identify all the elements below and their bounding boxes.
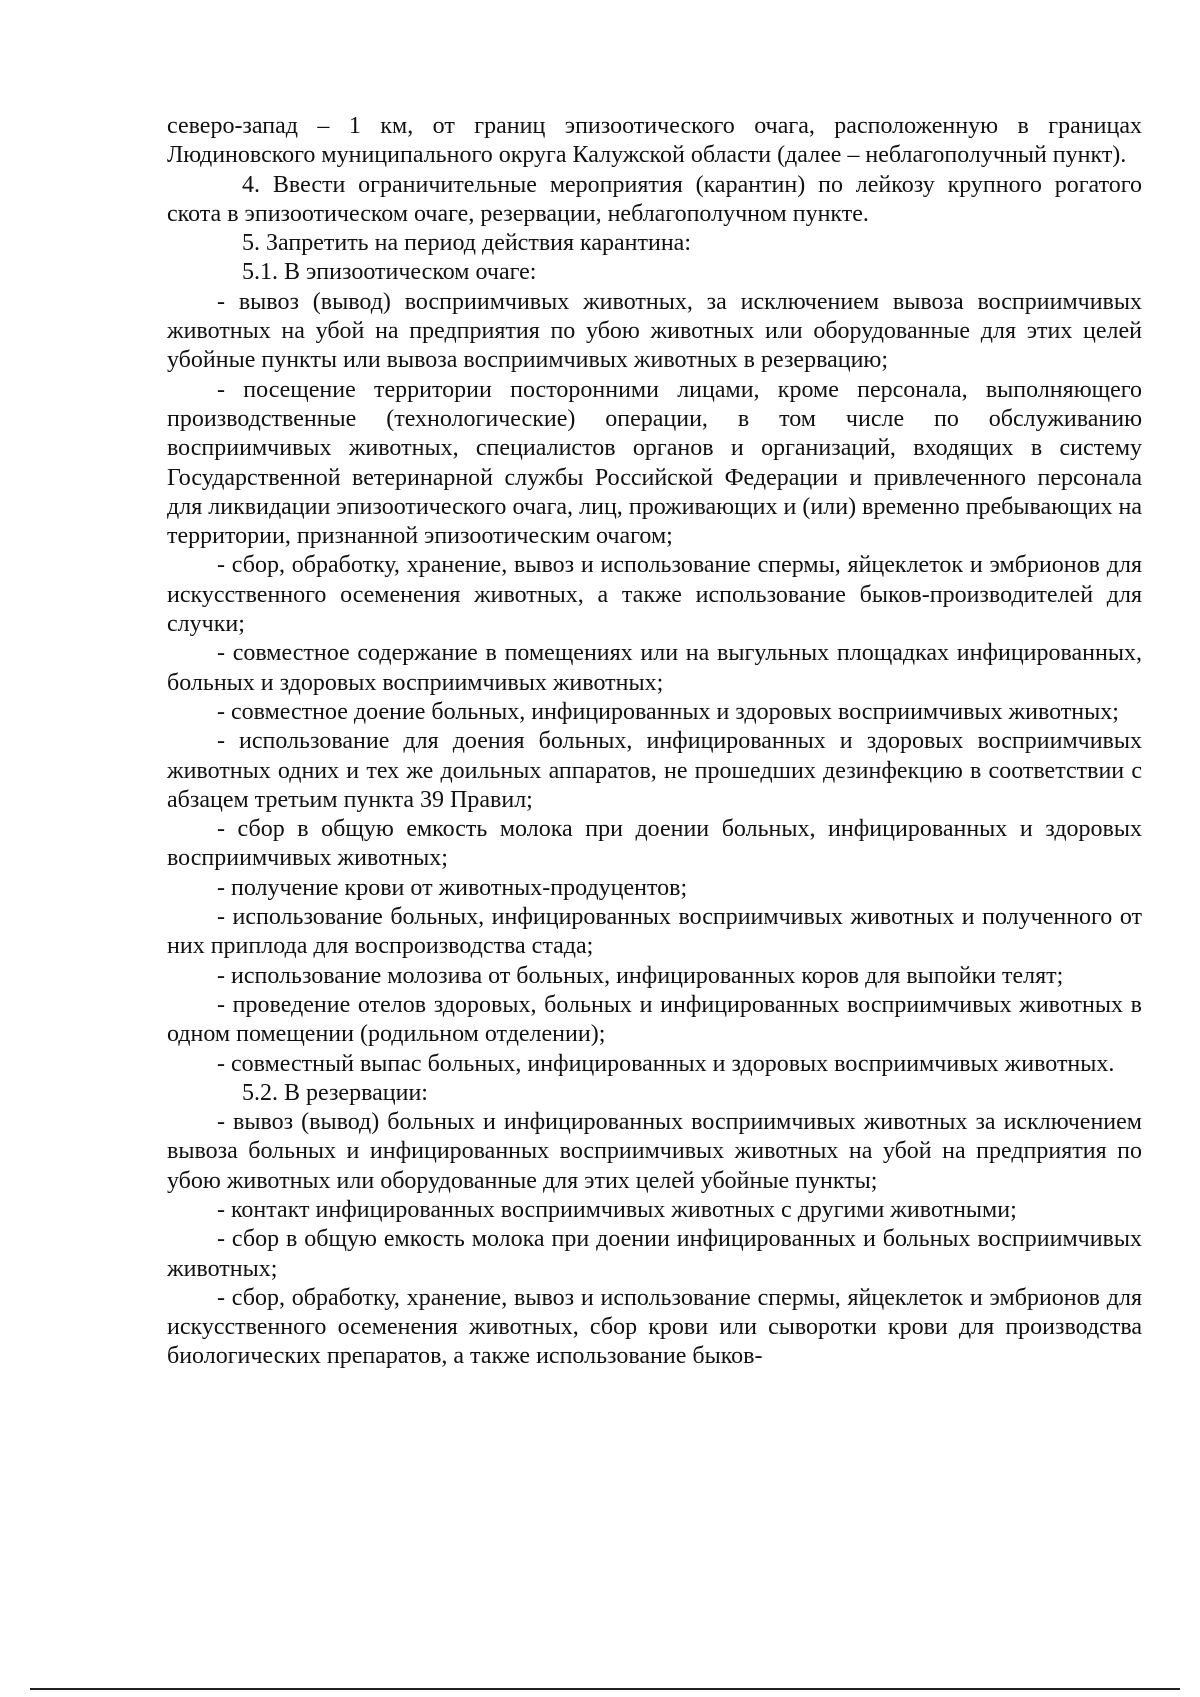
list-item: - сбор, обработку, хранение, вывоз и использование спермы, яйцеклеток и эмбрионов для искусственного осеменения животных, а также использование быков-производителей для случки; xyxy=(167,552,1142,638)
footer-rule xyxy=(30,1688,1180,1690)
list-item: - совместное содержание в помещениях или на выгульных площадках инфицированных, больных и здоровых восприимчивых животных; xyxy=(167,640,1142,696)
list-item: - совместное доение больных, инфицированных и здоровых восприимчивых животных; xyxy=(217,698,1119,725)
paragraph-item-5-1: 5.1. В эпизоотическом очаге: xyxy=(242,259,537,286)
list-item: - проведение отелов здоровых, больных и инфицированных восприимчивых животных в одном помещении (родильном отделении); xyxy=(167,991,1142,1048)
list-item: - сбор в общую емкость молока при доении инфицированных и больных восприимчивых животных; xyxy=(167,1226,1142,1282)
paragraph-item-5: 5. Запретить на период действия карантина: xyxy=(242,230,691,257)
list-item: - получение крови от животных-продуцентов; xyxy=(217,874,688,901)
list-item: - использование для доения больных, инфицированных и здоровых восприимчивых животных одних и тех же доильных аппаратов, не прошедших дезинфекцию в соответствии с абзацем третьим пункта 39 Правил; xyxy=(167,728,1142,813)
list-item: - сбор, обработку, хранение, вывоз и использование спермы, яйцеклеток и эмбрионов для искусственного осеменения животных, сбор крови или сыворотки крови для производства биологических препаратов, а также использование быков- xyxy=(167,1284,1142,1370)
list-item: - вывоз (вывод) восприимчивых животных, за исключением вывоза восприимчивых животных на убой на предприятия по убою животных или оборудованные для этих целей убойные пункты или вывоза восприимчивых животных в резервацию; xyxy=(167,288,1142,374)
list-item: - совместный выпас больных, инфицированных и здоровых восприимчивых животных. xyxy=(217,1050,1115,1077)
list-item: - сбор в общую емкость молока при доении больных, инфицированных и здоровых восприимчивых животных; xyxy=(167,816,1142,872)
paragraph-item-5-2: 5.2. В резервации: xyxy=(242,1079,428,1106)
paragraph-continuation: северо-запад – 1 км, от границ эпизоотического очага, расположенную в границах Людиновского муниципального округа Калужской области (далее – неблагополучный пункт). xyxy=(167,113,1142,169)
paragraph-item-4: 4. Ввести ограничительные мероприятия (карантин) по лейкозу крупного рогатого скота в эпизоотическом очаге, резервации, неблагополучном пункте. xyxy=(167,171,1142,227)
document-body xyxy=(167,112,1142,1372)
list-item: - посещение территории посторонними лицами, кроме персонала, выполняющего производственные (технологические) операции, в том числе по обслуживанию восприимчивых животных, специалистов органов и организаций, входящих в систему Государственной ветеринарной службы Российской Федерации и привлеченного персонала для ликвидации эпизоотического очага, лиц, проживающих и (или) временно пребывающих на территории, признанной эпизоотическим очагом; xyxy=(167,376,1142,550)
list-item: - использование больных, инфицированных восприимчивых животных и полученного от них приплода для воспроизводства стада; xyxy=(167,904,1142,960)
list-item: - контакт инфицированных восприимчивых животных с другими животными; xyxy=(217,1196,1017,1223)
list-item: - вывоз (вывод) больных и инфицированных восприимчивых животных за исключением вывоза больных и инфицированных восприимчивых животных на убой на предприятия по убою животных или оборудованные для этих целей убойные пункты; xyxy=(167,1109,1142,1194)
list-item: - использование молозива от больных, инфицированных коров для выпойки телят; xyxy=(217,962,1064,989)
